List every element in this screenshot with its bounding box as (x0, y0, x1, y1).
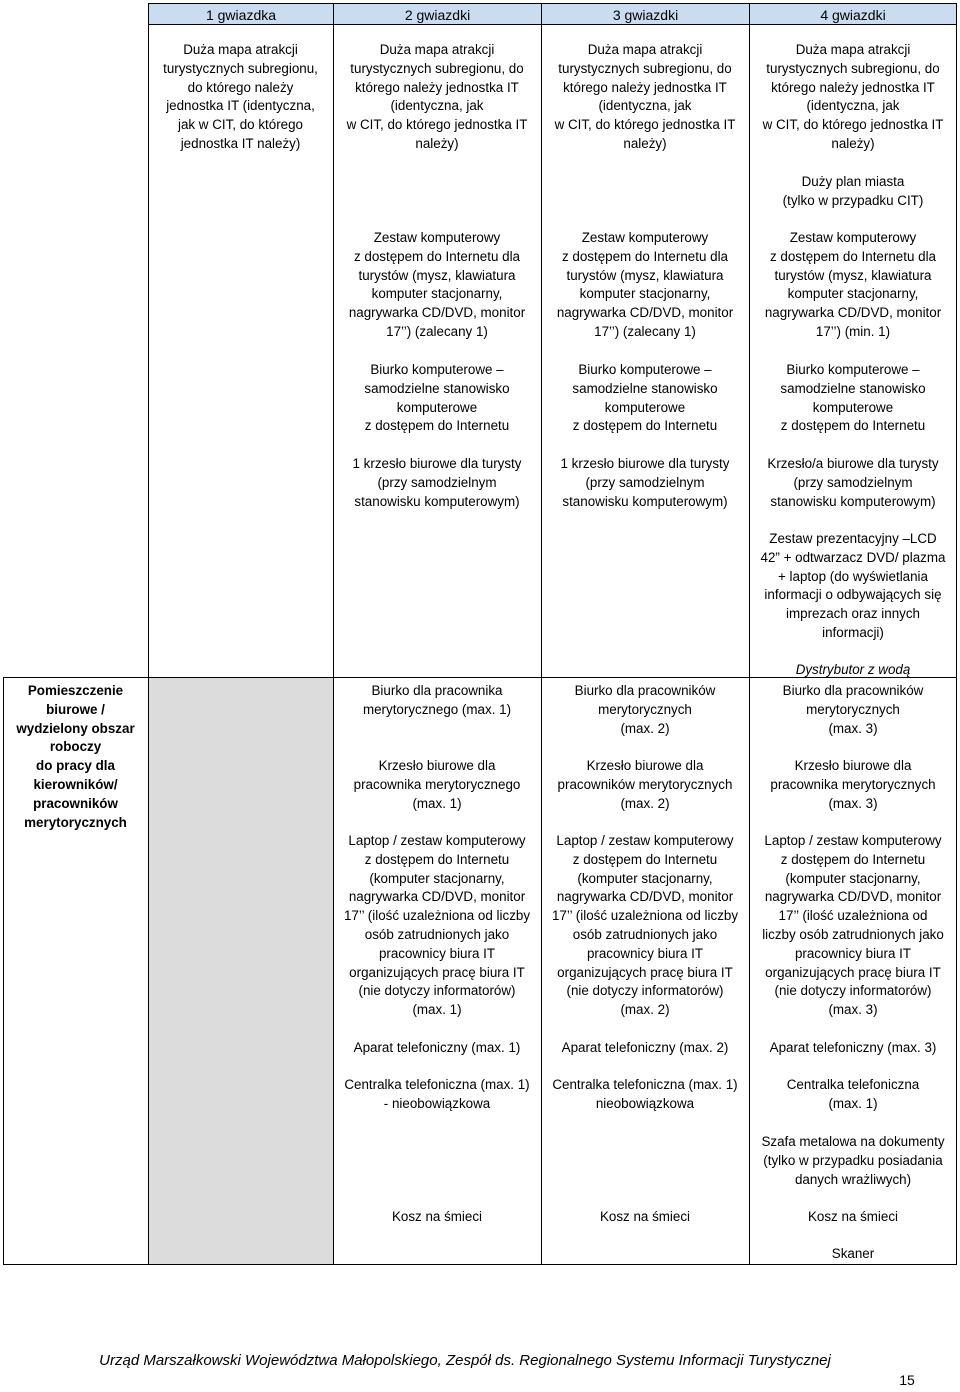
row1-col2-desk: Biurko komputerowe – samodzielne stanowisko komputerowe z dostępem do Internetu (364, 362, 510, 434)
row1-col4: Duża mapa atrakcji turystycznych subregionu, do którego należy jednostka IT (identyczna, jak w CIT, do którego jednostka IT należy) (762, 42, 944, 151)
row2-col2-phone: Aparat telefoniczny (max. 1) (353, 1040, 521, 1055)
row1-col4-city-plan: Duży plan miasta (tylko w przypadku CIT) (782, 174, 924, 208)
row2-col4-switchboard: Centralka telefoniczna (max. 1) (786, 1077, 920, 1111)
row1-col3: Duża mapa atrakcji turystycznych subregionu, do którego należy jednostka IT (identyczna, jak w CIT, do którego jednostka IT należy) (554, 42, 736, 151)
row1-col2-computer-set: Zestaw komputerowy z dostępem do Internetu dla turystów (mysz, klawiatura komputer stacjonarny, nagrywarka CD/DVD, monitor 17’’) (zalecany 1) (348, 230, 526, 339)
row1-col1: Duża mapa atrakcji turystycznych subregionu, do którego należy jednostka IT (identyczna, jak w CIT, do którego jednostka IT należy) (163, 42, 318, 151)
row2-col3-desk: Biurko dla pracowników merytorycznych (max. 2) (574, 683, 716, 736)
row2-col3-chair: Krzesło biurowe dla pracowników merytorycznych (max. 2) (557, 758, 733, 811)
row1-col4-computer-set: Zestaw komputerowy z dostępem do Internetu dla turystów (mysz, klawiatura komputer stacjonarny, nagrywarka CD/DVD, monitor 17’’) (min. 1) (764, 230, 942, 339)
row2-col2-desk: Biurko dla pracownika merytorycznego (max. 1) (362, 683, 512, 717)
header-2-stars: 2 gwiazdki (333, 3, 541, 25)
row2-col2-switchboard: Centralka telefoniczna (max. 1) - nieobowiązkowa (344, 1077, 530, 1111)
row2-col2-laptop: Laptop / zestaw komputerowy z dostępem do Internetu (komputer stacjonarny, nagrywarka CD/DVD, monitor 17’’ (ilość uzależniona od liczby osób zatrudnionych jako pracownicy biura IT organizujących pracę biura IT (nie dotyczy informatorów) (max. 1) (343, 833, 531, 1018)
row1-col3-computer-set: Zestaw komputerowy z dostępem do Internetu dla turystów (mysz, klawiatura komputer stacjonarny, nagrywarka CD/DVD, monitor 17’’) (zalecany 1) (556, 230, 734, 339)
row2-col4-scanner: Skaner (831, 1246, 875, 1261)
page-number: 15 (899, 1372, 915, 1388)
row1-col3-desk: Biurko komputerowe – samodzielne stanowisko komputerowe z dostępem do Internetu (572, 362, 718, 434)
row1-col4-water-dispenser: Dystrybutor z wodą (795, 662, 911, 677)
header-1-star: 1 gwiazdka (148, 3, 333, 25)
row1-col4-presentation-set: Zestaw prezentacyjny –LCD 42” + odtwarzacz DVD/ plazma + laptop (do wyświetlania informacji o odbywających się imprezach oraz innych informacji) (760, 531, 946, 640)
row1-col2: Duża mapa atrakcji turystycznych subregionu, do którego należy jednostka IT (identyczna, jak w CIT, do którego jednostka IT należy) (346, 42, 528, 151)
row2-col4-phone: Aparat telefoniczny (max. 3) (769, 1040, 937, 1055)
row2-col4-cabinet: Szafa metalowa na dokumenty (tylko w przypadku posiadania danych wrażliwych) (761, 1134, 945, 1187)
row2-col3-laptop: Laptop / zestaw komputerowy z dostępem do Internetu (komputer stacjonarny, nagrywarka CD/DVD, monitor 17’’ (ilość uzależniona od liczby osób zatrudnionych jako pracownicy biura IT organizujących pracę biura IT (nie dotyczy informatorów) (max. 2) (551, 833, 739, 1018)
row2-col4-chair: Krzesło biurowe dla pracownika merytorycznych (max. 3) (770, 758, 936, 811)
row2-col2-bin: Kosz na śmieci (391, 1209, 483, 1224)
header-3-stars: 3 gwiazdki (541, 3, 749, 25)
row2-col4-bin: Kosz na śmieci (807, 1209, 899, 1224)
row2-label: Pomieszczenie biurowe / wydzielony obszar roboczy do pracy dla kierowników/ pracowników merytorycznych (16, 683, 135, 830)
row2-col4-desk: Biurko dla pracowników merytorycznych (max. 3) (782, 683, 924, 736)
empty-grey-cell (149, 677, 333, 1264)
row1-col4-desk: Biurko komputerowe – samodzielne stanowisko komputerowe z dostępem do Internetu (780, 362, 926, 434)
row2-col3-switchboard: Centralka telefoniczna (max. 1) nieobowiązkowa (552, 1077, 738, 1111)
page-footer: Urząd Marszałkowski Województwa Małopolskiego, Zespół ds. Regionalnego Systemu Informacji Turystycznej (99, 1352, 831, 1369)
row1-col2-chair: 1 krzesło biurowe dla turysty (przy samodzielnym stanowisku komputerowym) (352, 456, 522, 509)
header-4-stars: 4 gwiazdki (749, 3, 957, 25)
row2-col4-laptop: Laptop / zestaw komputerowy z dostępem do Internetu (komputer stacjonarny, nagrywarka CD/DVD, monitor 17’’ (ilość uzależniona od liczby osób zatrudnionych jako pracownicy biura IT organizujących pracę biura IT (nie dotyczy informatorów) (max. 3) (762, 833, 944, 1018)
row2-col3-bin: Kosz na śmieci (599, 1209, 691, 1224)
row2-col3-phone: Aparat telefoniczny (max. 2) (561, 1040, 729, 1055)
row1-col3-chair: 1 krzesło biurowe dla turysty (przy samodzielnym stanowisku komputerowym) (560, 456, 730, 509)
row2-col2-chair: Krzesło biurowe dla pracownika merytorycznego (max. 1) (353, 758, 521, 811)
row1-col4-chair: Krzesło/a biurowe dla turysty (przy samodzielnym stanowisku komputerowym) (767, 456, 939, 509)
